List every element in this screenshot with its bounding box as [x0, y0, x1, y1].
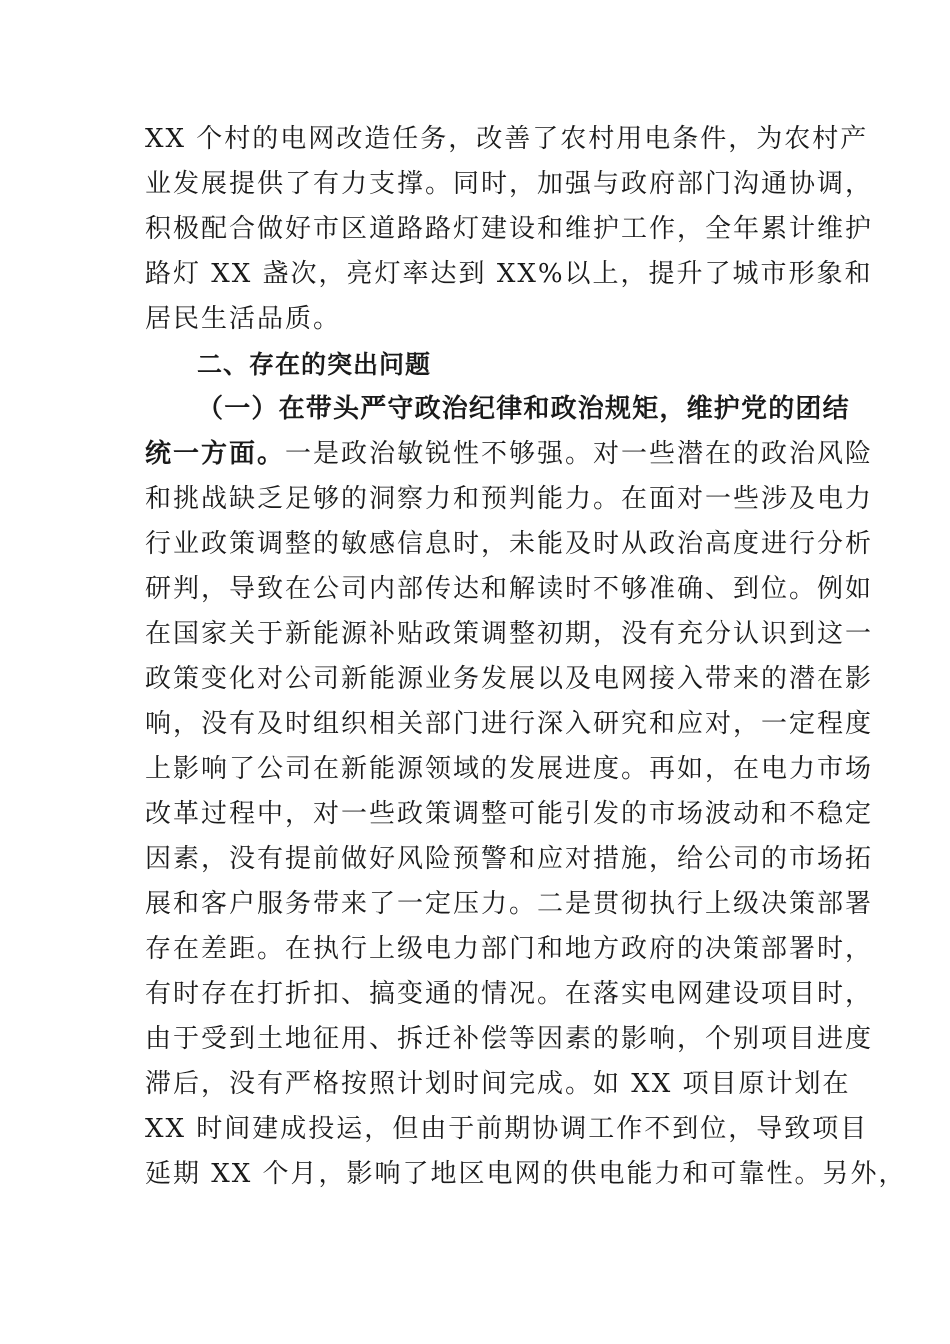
subheading-continuation: 统一方面。: [145, 439, 286, 469]
paragraph-line: 响，没有及时组织相关部门进行深入研究和应对，一定程度: [145, 709, 874, 739]
paragraph-line: 路灯 XX 盏次，亮灯率达到 XX%以上，提升了城市形象和: [145, 259, 873, 289]
paragraph-line: 上影响了公司在新能源领域的发展进度。再如，在电力市场: [145, 754, 874, 784]
paragraph-line: 改革过程中，对一些政策调整可能引发的市场波动和不稳定: [145, 799, 874, 829]
paragraph-line: 业发展提供了有力支撑。同时，加强与政府部门沟通协调，: [145, 169, 874, 199]
paragraph-line: 居民生活品质。: [145, 304, 342, 334]
subheading-text: （一）在带头严守政治纪律和政治规矩，维护党的团结: [197, 394, 850, 424]
paragraph-line: 积极配合做好市区道路路灯建设和维护工作，全年累计维护: [145, 214, 874, 244]
paragraph-line: 展和客户服务带来了一定压力。二是贯彻执行上级决策部署: [145, 889, 874, 919]
section-heading-block: [145, 342, 813, 387]
paragraph-text: 一是政治敏锐性不够强。对一些潜在的政治风险: [285, 439, 874, 469]
paragraph-line: 在国家关于新能源补贴政策调整初期，没有充分认识到这一: [145, 619, 874, 649]
paragraph-line: [145, 432, 874, 477]
subheading-line: [145, 387, 850, 432]
paragraph-line: XX 时间建成投运，但由于前期协调工作不到位，导致项目: [145, 1114, 869, 1144]
paragraph-line: 存在差距。在执行上级电力部门和地方政府的决策部署时，: [145, 934, 874, 964]
paragraph-line: 延期 XX 个月，影响了地区电网的供电能力和可靠性。另外，: [145, 1159, 907, 1189]
paragraph-line: 行业政策调整的敏感信息时，未能及时从政治高度进行分析: [145, 529, 874, 559]
paragraph-achievements: [145, 117, 874, 342]
paragraph-line: 由于受到土地征用、拆迁补偿等因素的影响，个别项目进度: [145, 1024, 874, 1054]
paragraph-line: 因素，没有提前做好风险预警和应对措施，给公司的市场拓: [145, 844, 874, 874]
paragraph-line: 研判，导致在公司内部传达和解读时不够准确、到位。例如: [145, 574, 874, 604]
paragraph-line: 滞后，没有严格按照计划时间完成。如 XX 项目原计划在: [145, 1069, 851, 1099]
paragraph-line: 和挑战缺乏足够的洞察力和预判能力。在面对一些涉及电力: [145, 484, 874, 514]
paragraph-problems: [145, 387, 907, 1197]
paragraph-line: XX 个村的电网改造任务，改善了农村用电条件，为农村产: [145, 124, 869, 154]
paragraph-line: 有时存在打折扣、搞变通的情况。在落实电网建设项目时，: [145, 979, 874, 1009]
section-heading: 二、存在的突出问题: [197, 350, 432, 379]
paragraph-line: 政策变化对公司新能源业务发展以及电网接入带来的潜在影: [145, 664, 874, 694]
